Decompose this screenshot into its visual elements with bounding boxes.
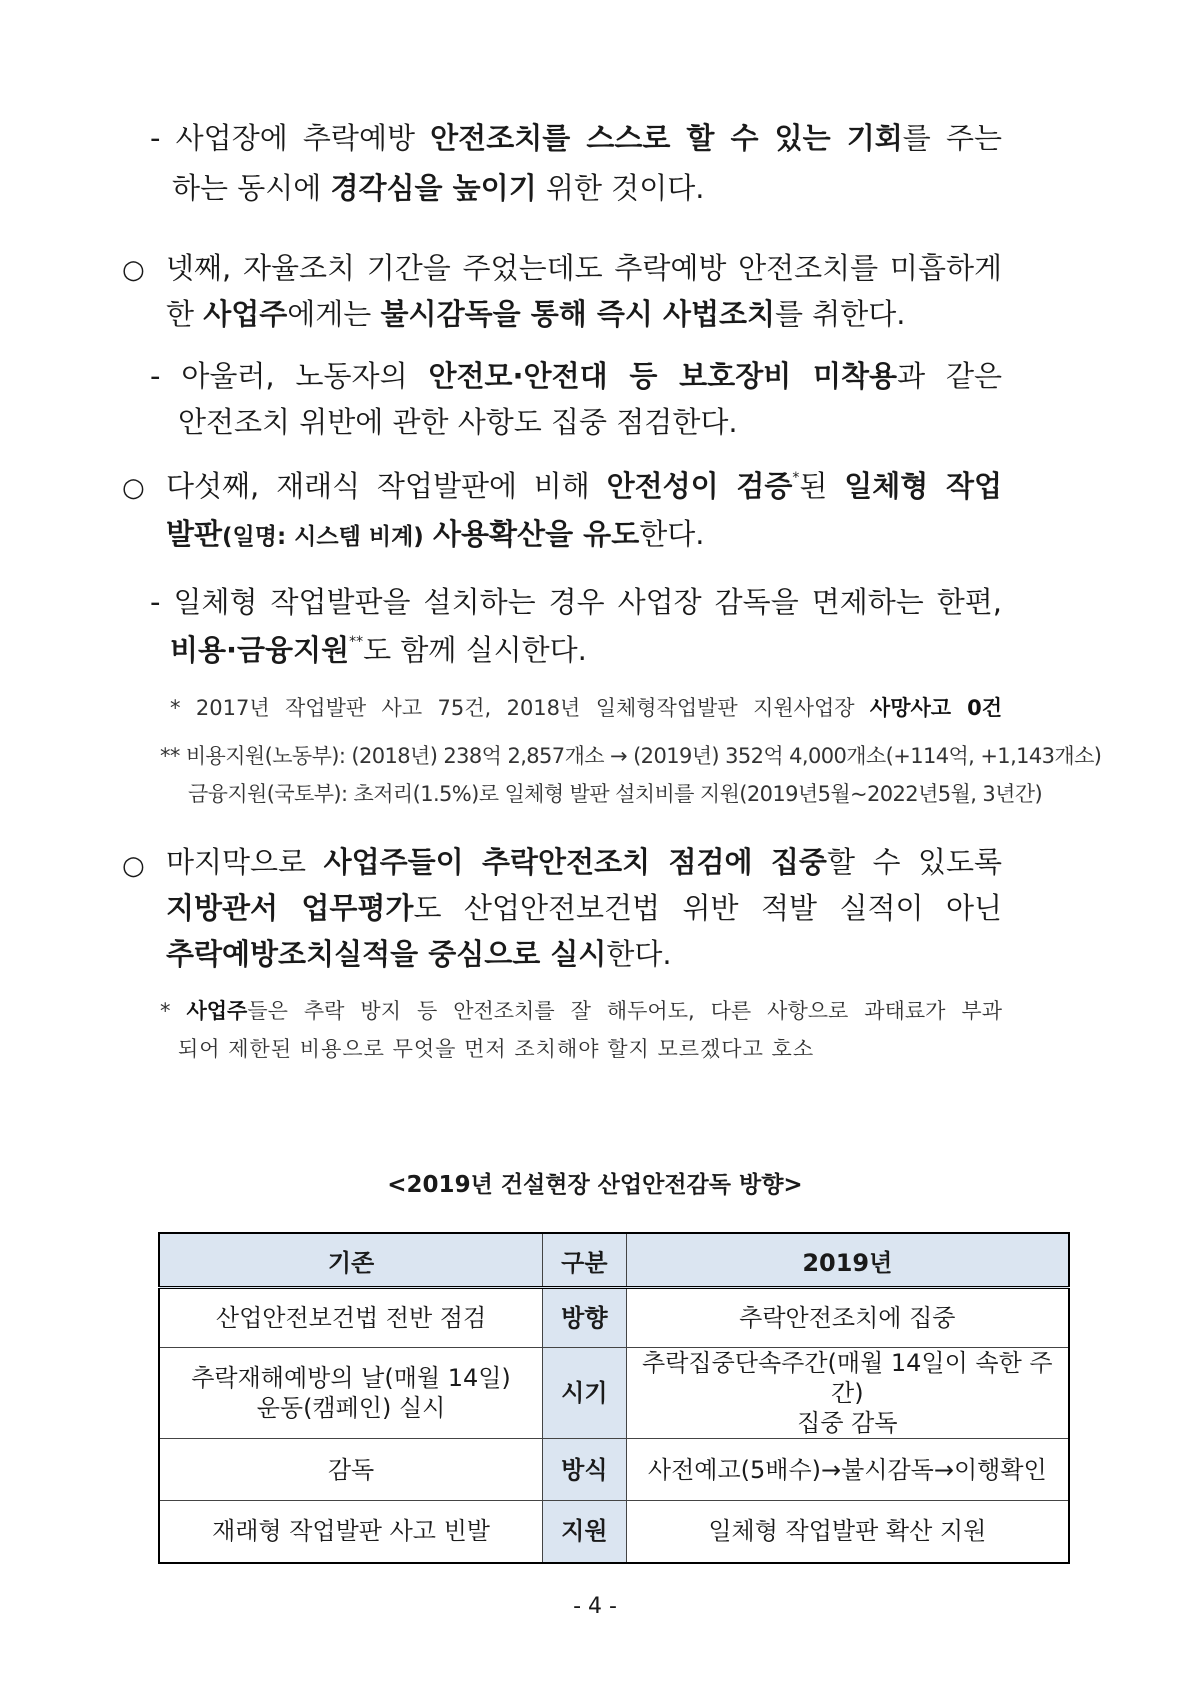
- table-cell-category: 지원: [543, 1501, 627, 1563]
- table-header-row: [159, 1233, 1069, 1288]
- paragraph-line: - 사업장에 추락예방 안전조치를 스스로 할 수 있는 기회를 주는: [150, 121, 1002, 155]
- paragraph-line: - 아울러, 노동자의 안전모·안전대 등 보호장비 미착용과 같은: [150, 359, 1003, 393]
- paragraph-line: 한 사업주에게는 불시감독을 통해 즉시 사법조치를 취한다.: [166, 297, 906, 331]
- footnote: 금융지원(국토부): 초저리(1.5%)로 일체형 발판 설치비를 지원(2019년5월~2022년5월, 3년간): [188, 782, 1043, 806]
- footnote: ** 비용지원(노동부): (2018년) 238억 2,857개소 → (2019년) 352억 4,000개소(+114억, +1,143개소): [160, 744, 1102, 768]
- paragraph-line: 넷째, 자율조치 기간을 주었는데도 추락예방 안전조치를 미흡하게: [166, 251, 1002, 285]
- paragraph-line: 비용·금융지원**도 함께 실시한다.: [170, 633, 587, 667]
- paragraph-line: 마지막으로 사업주들이 추락안전조치 점검에 집중할 수 있도록: [166, 845, 1003, 879]
- circle-bullet-icon: ○: [122, 255, 145, 285]
- footnote: * 2017년 작업발판 사고 75건, 2018년 일체형작업발판 지원사업장 사망사고 0건: [170, 696, 1002, 720]
- paragraph-line: 발판(일명: 시스템 비계) 사용확산을 유도한다.: [166, 517, 705, 551]
- paragraph-line: 안전조치 위반에 관한 사항도 집중 점검한다.: [178, 405, 738, 439]
- table-cell: 추락안전조치에 집중: [626, 1288, 1069, 1348]
- table-cell: 산업안전보건법 전반 점검: [159, 1288, 543, 1348]
- table-cell: 재래형 작업발판 사고 빈발: [159, 1501, 543, 1563]
- table-row: [159, 1348, 1069, 1439]
- table-cell: 사전예고(5배수)→불시감독→이행확인: [626, 1439, 1069, 1501]
- paragraph-line: 하는 동시에 경각심을 높이기 위한 것이다.: [172, 171, 705, 205]
- table-row: [159, 1439, 1069, 1501]
- table-caption: <2019년 건설현장 산업안전감독 방향>: [387, 1172, 803, 1198]
- comparison-table: [158, 1232, 1070, 1564]
- table-cell: 추락집중단속주간(매월 14일이 속한 주간) 집중 감독: [626, 1348, 1069, 1439]
- footnote: * 사업주들은 추락 방지 등 안전조치를 잘 해두어도, 다른 사항으로 과태료가 부과: [160, 999, 1002, 1023]
- column-header: 2019년: [626, 1233, 1069, 1288]
- footnote: 되어 제한된 비용으로 무엇을 먼저 조치해야 할지 모르겠다고 호소: [178, 1037, 815, 1061]
- table-cell-category: 시기: [543, 1348, 627, 1439]
- table-cell: 추락재해예방의 날(매월 14일) 운동(캠페인) 실시: [159, 1348, 543, 1439]
- table-cell: 감독: [159, 1439, 543, 1501]
- paragraph-line: 지방관서 업무평가도 산업안전보건법 위반 적발 실적이 아닌: [166, 891, 1002, 925]
- table-cell-category: 방식: [543, 1439, 627, 1501]
- paragraph-line: 다섯째, 재래식 작업발판에 비해 안전성이 검증*된 일체형 작업: [166, 469, 1003, 503]
- table-cell: 일체형 작업발판 확산 지원: [626, 1501, 1069, 1563]
- page-number: - 4 -: [573, 1594, 617, 1619]
- column-header: 기존: [159, 1233, 543, 1288]
- paragraph-line: - 일체형 작업발판을 설치하는 경우 사업장 감독을 면제하는 한편,: [150, 585, 1002, 619]
- table-cell-category: 방향: [543, 1288, 627, 1348]
- paragraph-line: 추락예방조치실적을 중심으로 실시한다.: [166, 937, 672, 971]
- column-header: 구분: [543, 1233, 627, 1288]
- circle-bullet-icon: ○: [122, 473, 145, 503]
- table-row: [159, 1288, 1069, 1348]
- circle-bullet-icon: ○: [122, 851, 145, 881]
- table-row: [159, 1501, 1069, 1563]
